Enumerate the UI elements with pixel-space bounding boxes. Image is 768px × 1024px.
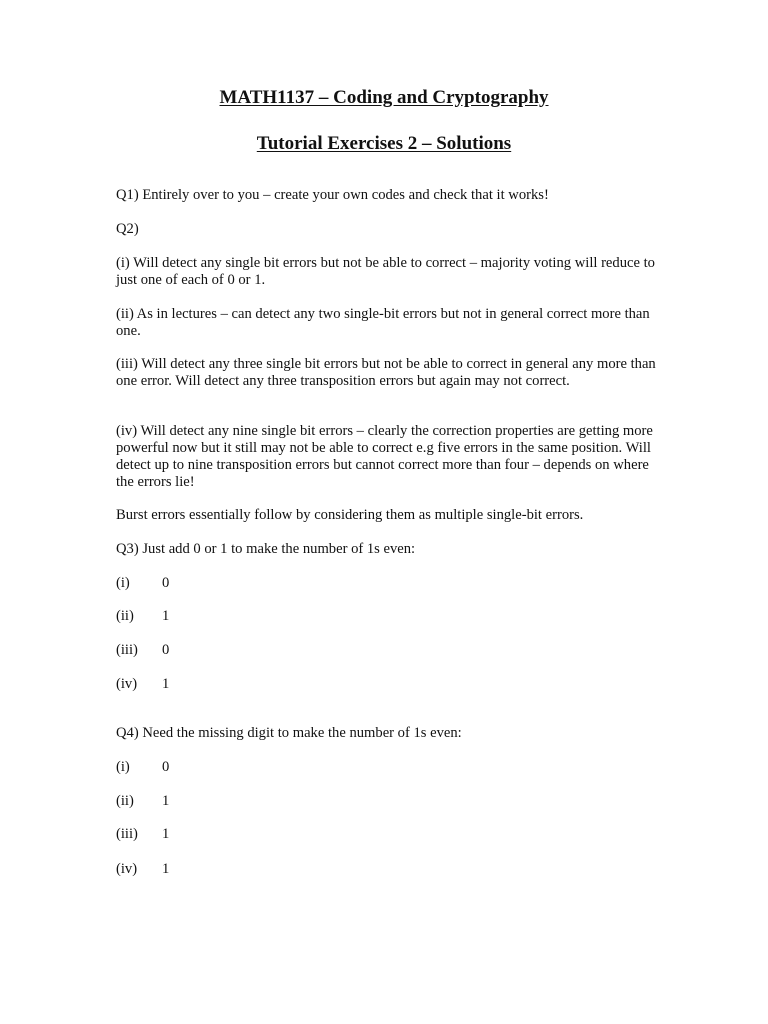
q4-answer-row (116, 759, 169, 776)
q4-answer-value: 1 (162, 861, 170, 877)
document-title: MATH1137 – Coding and Cryptography (219, 87, 549, 108)
q3-answer-label: (iv) (116, 676, 138, 692)
q4-answer-row (116, 793, 169, 810)
q3-answer-row (116, 676, 169, 693)
q4-heading: Q4) Need the missing digit to make the number of 1s even: (116, 725, 462, 741)
q2-heading: Q2) (116, 221, 139, 237)
q1-answer: Q1) Entirely over to you – create your own codes and check that it works! (116, 187, 549, 203)
q4-answer-value: 1 (162, 793, 170, 809)
q4-answer-label: (iv) (116, 861, 138, 877)
q3-answer-label: (ii) (116, 608, 134, 624)
q4-answer-value: 0 (162, 759, 170, 775)
q2-part-i: (i) Will detect any single bit errors but not be able to correct – majority voting will reduce to just one of each of 0 or 1. (116, 255, 655, 288)
q4-answer-row (116, 826, 169, 843)
q3-answer-value: 1 (162, 676, 170, 692)
q3-answer-label: (iii) (116, 642, 138, 658)
q4-answer-value: 1 (162, 826, 170, 842)
q4-answer-label: (iii) (116, 826, 138, 842)
document-subtitle: Tutorial Exercises 2 – Solutions (256, 133, 512, 154)
q2-burst-note: Burst errors essentially follow by considering them as multiple single-bit errors. (116, 507, 584, 523)
q4-answer-label: (i) (116, 759, 130, 775)
q4-answer-row (116, 861, 169, 878)
q2-part-ii: (ii) As in lectures – can detect any two single-bit errors but not in general correct more than one. (116, 306, 650, 339)
q3-answer-row (116, 642, 169, 659)
q3-answer-value: 1 (162, 608, 170, 624)
q2-part-iii: (iii) Will detect any three single bit errors but not be able to correct in general any more than one error. Will detect any three transposition errors but again may not correct. (116, 356, 656, 389)
q3-answer-value: 0 (162, 642, 170, 658)
q3-answer-row (116, 575, 169, 592)
q3-answer-row (116, 608, 169, 625)
q4-answer-label: (ii) (116, 793, 134, 809)
q2-part-iv: (iv) Will detect any nine single bit errors – clearly the correction properties are getting more powerful now but it still may not be able to correct e.g five errors in the same position. Will detect up to nine transposition errors but cannot correct more than four – depends on where the errors lie! (116, 423, 653, 490)
q3-answer-value: 0 (162, 575, 170, 591)
q3-answer-label: (i) (116, 575, 130, 591)
q3-heading: Q3) Just add 0 or 1 to make the number of 1s even: (116, 541, 416, 557)
